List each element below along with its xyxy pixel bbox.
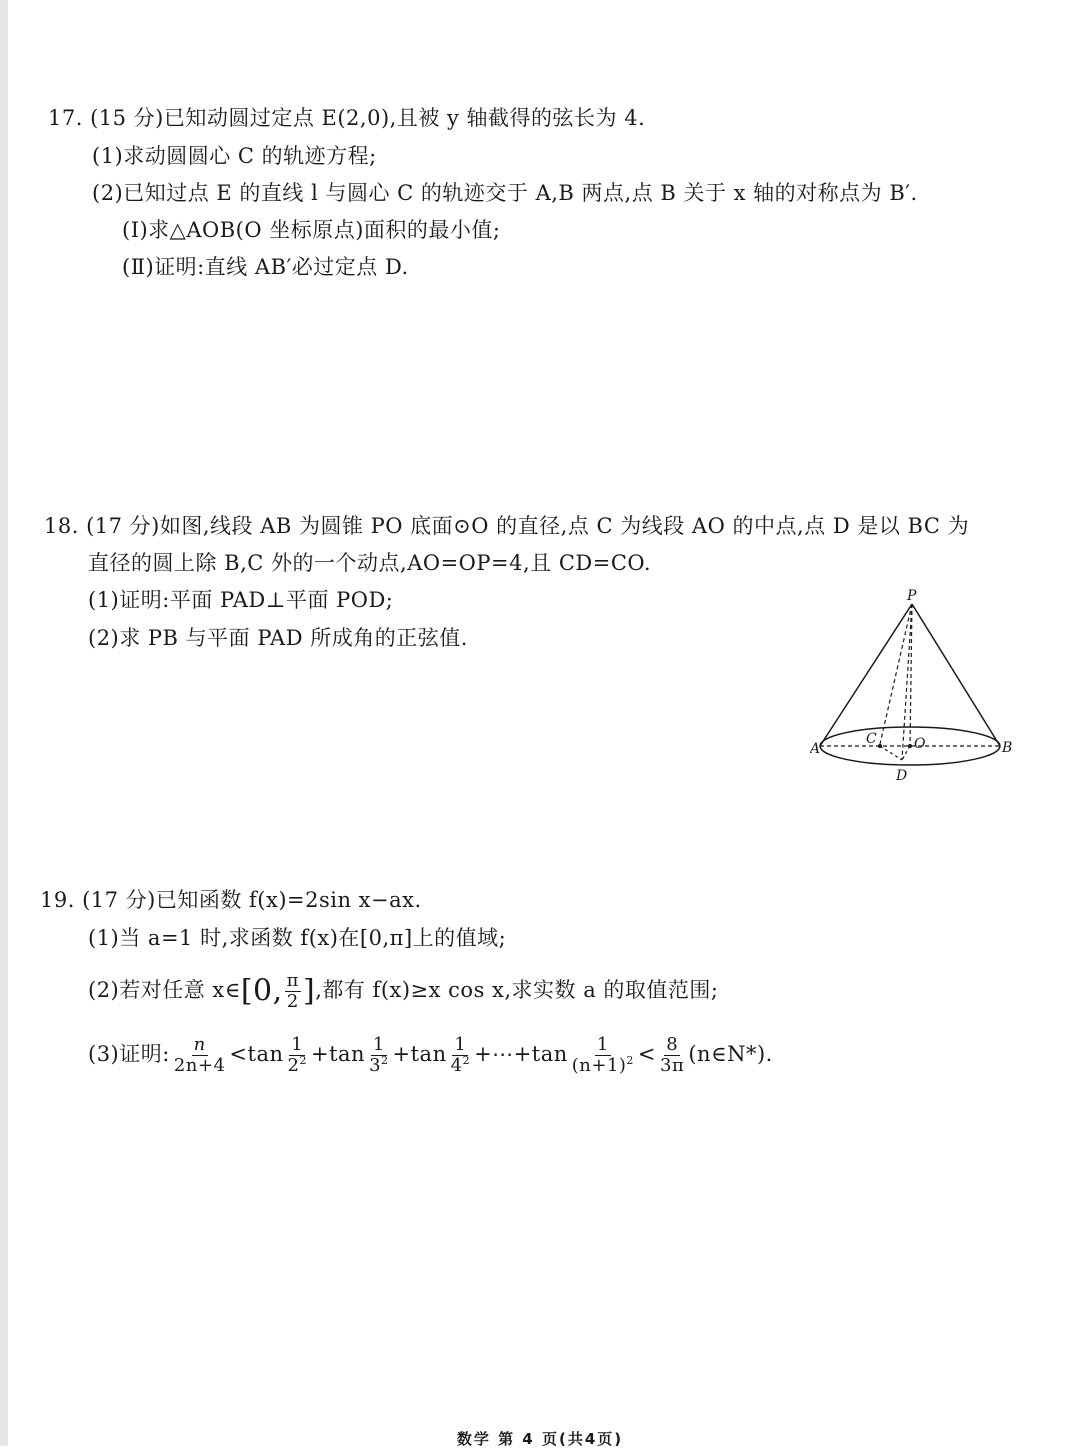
edge-PA: [820, 604, 912, 746]
q19-stem: 19. (17 分)已知函数 f(x)=2sin x−ax.: [40, 888, 422, 912]
frac-1-over-n1sq: $\frac{1}{(n+1)^2}$: [571, 1034, 634, 1076]
q17-stem: 17. (15 分)已知动圆过定点 E(2,0),且被 y 轴截得的弦长为 4.: [48, 106, 646, 130]
point-O: [908, 744, 912, 748]
q17-part1: (1)求动圆圆心 C 的轨迹方程;: [92, 144, 377, 168]
label-A: A: [810, 741, 821, 757]
pi-over-2: $\frac{\pi}{2}$: [286, 970, 299, 1012]
q18-part1: (1)证明:平面 PAD⊥平面 POD;: [88, 588, 394, 612]
edge-PB: [912, 604, 1000, 746]
page-footer: 数学 第 4 页(共4页): [456, 1430, 624, 1448]
q17-part2-ii: (Ⅱ)证明:直线 AB′必过定点 D.: [122, 255, 409, 279]
point-C: [878, 744, 882, 748]
label-B: B: [1002, 740, 1013, 756]
frac-1-over-4sq: $\frac{1}{4^2}$: [450, 1034, 471, 1076]
q19-part2: (2)若对任意 x∈[0, $\frac{\pi}{2}$ ],都有 f(x)≥x cos x,求实数 a 的取值范围;: [88, 970, 719, 1012]
frac-n-over-2n4: $\frac{n}{2n+4}$: [173, 1034, 226, 1076]
frac-1-over-3sq: $\frac{1}{3^2}$: [369, 1034, 389, 1076]
segment-OD: [902, 746, 910, 760]
q17-part2-i: (Ⅰ)求△AOB(O 坐标原点)面积的最小值;: [122, 218, 501, 242]
segment-CD: [880, 746, 902, 760]
frac-1-over-2sq: $\frac{1}{2^2}$: [287, 1034, 307, 1076]
q17-part2: (2)已知过点 E 的直线 l 与圆心 C 的轨迹交于 A,B 两点,点 B 关于 x 轴的对称点为 B′.: [92, 181, 918, 205]
label-O: O: [914, 736, 926, 752]
q19-part1: (1)当 a=1 时,求函数 f(x)在[0,π]上的值域;: [88, 926, 507, 950]
label-C: C: [866, 731, 877, 747]
page-edge: [0, 0, 8, 1446]
label-D: D: [896, 768, 908, 784]
q19-part3: (3)证明: $\frac{n}{2n+4}$ <tan $\frac{1}{2^2}$ +tan $\frac{1}{3^2}$ +tan $\frac{1}{4^2}$ +⋯+tan $\frac{1}{(n+1)^2}$ < $\frac{8}{3\pi}$ (n∈N*).: [88, 1034, 773, 1076]
q18-stem-cont: 直径的圆上除 B,C 外的一个动点,AO=OP=4,且 CD=CO.: [88, 551, 652, 575]
cone-figure: [810, 588, 1026, 784]
label-P: P: [907, 588, 917, 604]
q18-stem: 18. (17 分)如图,线段 AB 为圆锥 PO 底面⊙O 的直径,点 C 为线段 AO 的中点,点 D 是以 BC 为: [44, 514, 970, 538]
frac-8-over-3pi: $\frac{8}{3\pi}$: [660, 1034, 685, 1076]
q18-part2: (2)求 PB 与平面 PAD 所成角的正弦值.: [88, 626, 468, 650]
